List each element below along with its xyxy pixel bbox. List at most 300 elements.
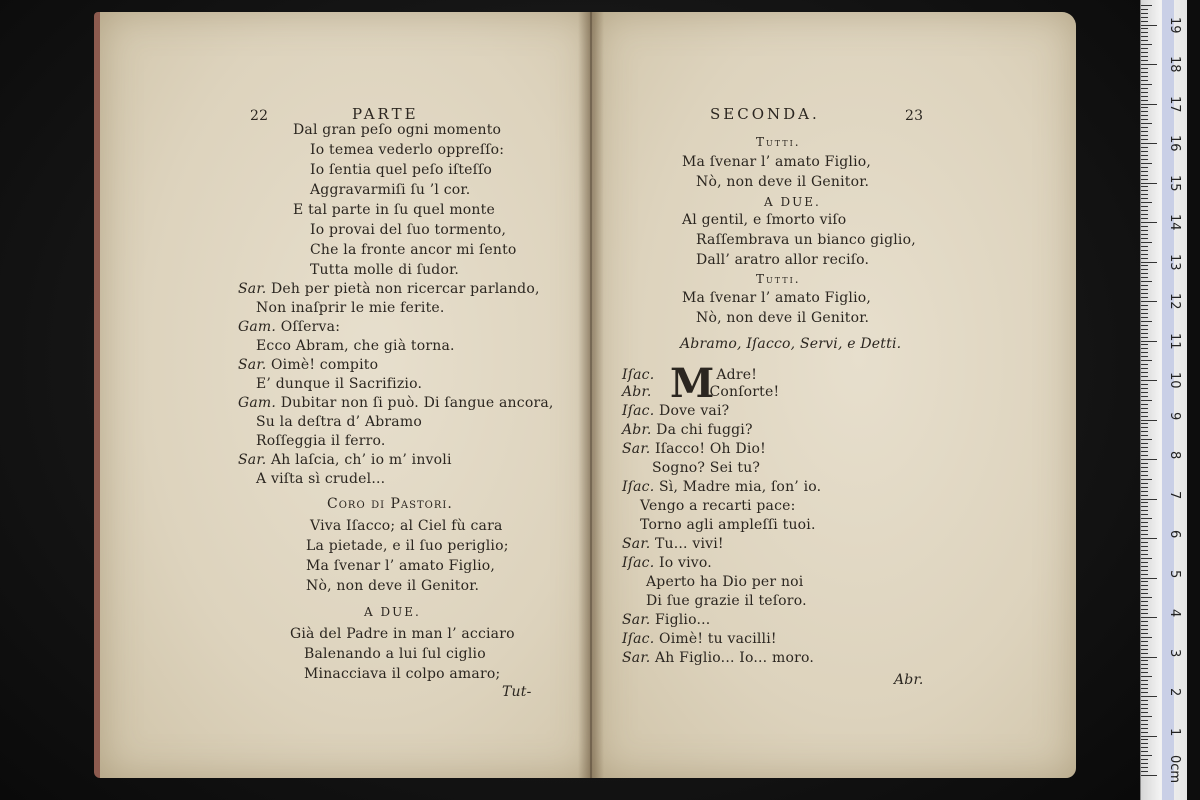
ruler-tick — [1141, 28, 1148, 29]
ruler-tick — [1141, 684, 1148, 685]
ruler-tick — [1141, 155, 1148, 156]
dialogue-text: Deh per pietà non ricercar parlando, — [271, 281, 540, 297]
ruler-tick — [1141, 60, 1148, 61]
ruler-tick — [1141, 747, 1148, 748]
right-page-header: SECONDA. — [710, 105, 820, 123]
ruler-tick — [1141, 32, 1148, 33]
ruler-number: 16 — [1167, 135, 1182, 152]
ruler-tick — [1141, 704, 1148, 705]
ruler-tick — [1141, 613, 1148, 614]
dialogue-text: Iſacco! Oh Dio! — [655, 441, 766, 457]
ruler-number: 19 — [1167, 16, 1182, 34]
ruler-tick — [1141, 388, 1148, 389]
ruler-tick — [1141, 641, 1148, 642]
ruler-tick — [1141, 455, 1148, 456]
ruler-tick — [1141, 475, 1148, 476]
ruler-tick — [1141, 131, 1148, 132]
scene-heading: Abramo, Iſacco, Servi, e Detti. — [680, 336, 902, 352]
ruler-tick — [1141, 329, 1148, 330]
right-page-number: 23 — [905, 108, 924, 124]
ruler-tick — [1141, 451, 1148, 452]
open-book — [86, 12, 1076, 782]
ruler-tick — [1141, 246, 1148, 247]
verse-line: E tal parte in ſu quel monte — [293, 202, 495, 218]
ruler-tick — [1141, 226, 1148, 227]
ruler-tick — [1141, 218, 1148, 219]
dialogue-text: Oimè! tu vacilli! — [659, 631, 777, 647]
ruler-scale-strip — [1162, 0, 1174, 800]
ruler-number: 2 — [1167, 688, 1182, 697]
ruler-tick — [1141, 9, 1148, 10]
ruler-tick — [1141, 297, 1148, 298]
dialogue-text: Figlio... — [655, 612, 711, 628]
ruler-number: 12 — [1167, 293, 1182, 310]
ruler-number: 6 — [1167, 530, 1182, 539]
book-gutter — [578, 12, 604, 778]
ruler-tick — [1141, 593, 1148, 594]
speaker-label: Sar. — [238, 357, 267, 373]
tutti-line: Ma ſvenar l’ amato Figlio, — [682, 290, 872, 306]
a-due-line: Al gentil, e ſmorto viſo — [682, 212, 847, 228]
ruler-tick — [1141, 736, 1157, 737]
ruler-tick — [1141, 186, 1148, 187]
ruler-tick — [1141, 222, 1157, 223]
ruler-tick — [1141, 333, 1148, 334]
ruler-tick — [1141, 408, 1148, 409]
speaker-label: Gam. — [238, 319, 277, 335]
ruler-tick — [1141, 499, 1157, 500]
ruler-tick — [1141, 285, 1148, 286]
ruler-tick — [1141, 427, 1148, 428]
ruler-tick — [1141, 605, 1148, 606]
dialogue-line — [622, 479, 821, 496]
ruler-tick — [1141, 763, 1148, 764]
ruler-tick — [1141, 96, 1148, 97]
speaker-label: Iſac. — [622, 367, 655, 383]
ruler-tick — [1141, 250, 1148, 251]
ruler-tick — [1141, 487, 1148, 488]
ruler-tick — [1141, 491, 1148, 492]
ruler-tick — [1141, 633, 1148, 634]
ruler-tick — [1141, 739, 1148, 740]
tutti-line: Nò, non deve il Genitor. — [696, 174, 870, 190]
ruler-tick — [1141, 775, 1157, 776]
ruler-tick — [1141, 202, 1152, 203]
ruler-tick — [1141, 265, 1148, 266]
tutti-heading: Tutti. — [756, 135, 801, 149]
ruler-number: 5 — [1167, 569, 1182, 578]
ruler-tick — [1141, 151, 1148, 152]
left-page-number: 22 — [250, 108, 269, 124]
speaker-label: Gam. — [238, 395, 277, 411]
ruler-tick — [1141, 471, 1148, 472]
ruler-tick — [1141, 159, 1148, 160]
ruler-tick — [1141, 194, 1148, 195]
dialogue-line — [622, 555, 712, 572]
ruler-tick — [1141, 526, 1148, 527]
speaker-label: Sar. — [238, 452, 267, 468]
ruler-tick — [1141, 558, 1152, 559]
ruler-tick — [1141, 518, 1152, 519]
ruler-tick — [1141, 534, 1148, 535]
ruler-tick — [1141, 692, 1148, 693]
ruler-tick — [1141, 767, 1148, 768]
ruler-number: 15 — [1167, 174, 1182, 192]
ruler-tick — [1141, 447, 1148, 448]
ruler-number: 3 — [1167, 648, 1182, 657]
ruler-tick — [1141, 771, 1148, 772]
dialogue-line — [622, 612, 710, 629]
ruler-tick — [1141, 352, 1148, 353]
ruler-tick — [1141, 653, 1148, 654]
speaker-label: Sar. — [622, 441, 651, 457]
speaker-label: Abr. — [622, 384, 652, 400]
ruler-tick — [1141, 423, 1148, 424]
verse-line: Dal gran peſo ogni momento — [293, 122, 502, 138]
ruler-tick — [1141, 364, 1148, 365]
ruler-tick — [1141, 325, 1148, 326]
ruler-tick — [1141, 64, 1157, 65]
dialogue-line — [622, 441, 766, 458]
ruler-tick — [1141, 321, 1152, 322]
ruler-tick — [1141, 100, 1148, 101]
ruler-tick — [1141, 625, 1148, 626]
ruler-tick — [1141, 728, 1148, 729]
ruler-tick — [1141, 566, 1148, 567]
ruler-tick — [1141, 700, 1148, 701]
ruler-tick — [1141, 574, 1148, 575]
dialogue-text: Oſſerva: — [280, 319, 341, 335]
ruler-tick — [1141, 56, 1148, 57]
dialogue-line — [238, 395, 554, 412]
ruler-tick — [1141, 743, 1148, 744]
ruler-tick — [1141, 356, 1148, 357]
ruler-tick — [1141, 111, 1148, 112]
ruler-tick — [1141, 724, 1148, 725]
ruler-tick — [1141, 198, 1148, 199]
speaker-label: Sar. — [622, 650, 651, 666]
coro-line: Nò, non deve il Genitor. — [306, 578, 480, 594]
coro-line: Ma ſvenar l’ amato Figlio, — [306, 558, 496, 574]
ruler-tick — [1141, 92, 1148, 93]
left-page — [94, 12, 594, 778]
speaker-label: Abr. — [622, 422, 652, 438]
ruler-tick — [1141, 143, 1157, 144]
ruler-tick — [1141, 206, 1148, 207]
a-due-heading: A DUE. — [764, 195, 821, 209]
a-due-line: Dall’ aratro allor reciſo. — [696, 252, 870, 268]
ruler-tick — [1141, 629, 1148, 630]
dialogue-text: Dubitar non ſi può. Di ſangue ancora, — [280, 395, 554, 411]
dialogue-line: Roſſeggia il ferro. — [256, 433, 386, 449]
dialogue-line — [622, 384, 779, 401]
ruler-tick — [1141, 601, 1148, 602]
dialogue-line — [238, 319, 340, 336]
speaker-label: Iſac. — [622, 631, 655, 647]
speaker-label: Iſac. — [622, 403, 655, 419]
ruler-tick — [1141, 696, 1157, 697]
ruler-tick — [1141, 672, 1148, 673]
ruler-tick — [1141, 281, 1152, 282]
ruler-tick — [1141, 344, 1148, 345]
dialogue-text: Dove vai? — [659, 403, 730, 419]
dialogue-text: Da chi fuggi? — [656, 422, 753, 438]
ruler-tick — [1141, 660, 1148, 661]
ruler-tick — [1141, 542, 1148, 543]
ruler-number: 11 — [1167, 332, 1182, 350]
a-due-line: Minacciava il colpo amaro; — [304, 666, 501, 682]
ruler-tick — [1141, 36, 1148, 37]
ruler-tick — [1141, 317, 1148, 318]
ruler-tick — [1141, 546, 1148, 547]
ruler-tick — [1141, 269, 1148, 270]
catchword: Tut- — [502, 684, 532, 700]
ruler-tick — [1141, 171, 1148, 172]
ruler-unit-label: 0cm — [1167, 755, 1182, 784]
a-due-line: Balenando a lui ſul ciglio — [304, 646, 486, 662]
ruler-tick — [1141, 167, 1148, 168]
ruler-tick — [1141, 293, 1148, 294]
dialogue-line: Non inaſprir le mie ferite. — [256, 300, 445, 316]
ruler-tick — [1141, 380, 1157, 381]
verse-line: Tutta molle di ſudor. — [310, 262, 460, 278]
ruler-tick — [1141, 510, 1148, 511]
coro-heading: Coro di Pastori. — [327, 496, 453, 512]
ruler-number: 9 — [1167, 411, 1182, 420]
ruler-tick — [1141, 664, 1148, 665]
verse-line: Io temea vederlo oppreſſo: — [310, 142, 505, 158]
dialogue-line — [238, 357, 378, 374]
ruler-tick — [1141, 759, 1148, 760]
tutti-line: Nò, non deve il Genitor. — [696, 310, 870, 326]
ruler-tick — [1141, 25, 1157, 26]
ruler-tick — [1141, 570, 1148, 571]
ruler-tick — [1141, 609, 1148, 610]
dialogue-line: Torno agli ampleſſi tuoi. — [640, 517, 816, 533]
dialogue-text: Tu... vivi! — [655, 536, 724, 552]
ruler-tick — [1141, 649, 1148, 650]
ruler-number: 7 — [1167, 490, 1182, 499]
ruler-tick — [1141, 273, 1148, 274]
ruler-tick — [1141, 313, 1148, 314]
ruler-tick — [1141, 214, 1148, 215]
ruler-tick — [1141, 732, 1148, 733]
dialogue-text: Conſorte! — [709, 384, 780, 400]
ruler-tick — [1141, 589, 1148, 590]
dialogue-line — [622, 536, 724, 553]
ruler-tick — [1141, 578, 1157, 579]
ruler-tick — [1141, 404, 1148, 405]
ruler-tick — [1141, 230, 1148, 231]
ruler-tick — [1141, 597, 1152, 598]
ruler-tick — [1141, 479, 1152, 480]
ruler-tick — [1141, 80, 1148, 81]
ruler-tick — [1141, 459, 1157, 460]
ruler-tick — [1141, 44, 1152, 45]
ruler-tick — [1141, 755, 1152, 756]
ruler-tick — [1141, 581, 1148, 582]
ruler-number: 18 — [1167, 56, 1182, 73]
verse-line: Che la fronte ancor mi ſento — [310, 242, 517, 258]
ruler-tick — [1141, 562, 1148, 563]
ruler-tick — [1141, 435, 1148, 436]
ruler-tick — [1141, 179, 1148, 180]
ruler-tick — [1141, 13, 1148, 14]
ruler-tick — [1141, 238, 1148, 239]
ruler-number: 14 — [1167, 214, 1182, 231]
dialogue-text: Sì, Madre mia, ſon’ io. — [659, 479, 822, 495]
ruler-tick — [1141, 668, 1148, 669]
a-due-heading: A DUE. — [364, 605, 421, 619]
dialogue-text: Ah Figlio... Io... moro. — [655, 650, 815, 666]
ruler-tick — [1141, 467, 1148, 468]
dialogue-line: Sogno? Sei tu? — [652, 460, 761, 476]
ruler-tick — [1141, 443, 1148, 444]
ruler-tick — [1141, 495, 1148, 496]
ruler-tick — [1141, 52, 1148, 53]
ruler-number: 4 — [1167, 609, 1182, 618]
ruler-tick — [1141, 506, 1148, 507]
ruler-number: 1 — [1167, 727, 1182, 736]
dialogue-line: Ecco Abram, che già torna. — [256, 338, 455, 354]
ruler-tick — [1141, 183, 1157, 184]
ruler-tick — [1141, 175, 1148, 176]
ruler-tick — [1141, 645, 1148, 646]
dialogue-line: Di ſue grazie il teſoro. — [646, 593, 807, 609]
ruler-tick — [1141, 400, 1152, 401]
dialogue-line — [622, 367, 757, 384]
ruler-tick — [1141, 522, 1148, 523]
ruler-tick — [1141, 680, 1148, 681]
ruler-tick — [1141, 76, 1148, 77]
ruler-tick — [1141, 17, 1148, 18]
ruler-tick — [1141, 72, 1148, 73]
ruler-tick — [1141, 676, 1152, 677]
speaker-label: Sar. — [238, 281, 267, 297]
ruler-tick — [1141, 708, 1148, 709]
speaker-label: Iſac. — [622, 555, 655, 571]
coro-line: Viva Iſacco; al Ciel fù cara — [310, 518, 503, 534]
ruler-tick — [1141, 337, 1148, 338]
ruler-tick — [1141, 68, 1148, 69]
a-due-line: Raſſembrava un bianco giglio, — [696, 232, 916, 248]
ruler-tick — [1141, 289, 1148, 290]
speaker-label: Sar. — [622, 612, 651, 628]
ruler-tick — [1141, 123, 1152, 124]
ruler-tick — [1141, 21, 1148, 22]
ruler-tick — [1141, 309, 1148, 310]
ruler-number: 17 — [1167, 95, 1182, 113]
ruler-tick — [1141, 392, 1148, 393]
ruler-tick — [1141, 751, 1148, 752]
ruler-tick — [1141, 348, 1148, 349]
ruler-tick — [1141, 368, 1148, 369]
verse-line: Io provai del ſuo tormento, — [310, 222, 507, 238]
ruler-tick — [1141, 277, 1148, 278]
ruler-tick — [1141, 104, 1157, 105]
ruler-tick — [1141, 254, 1148, 255]
ruler-number: 8 — [1167, 451, 1182, 460]
ruler-tick — [1141, 127, 1148, 128]
ruler-tick — [1141, 439, 1152, 440]
ruler-tick — [1141, 48, 1148, 49]
ruler-tick — [1141, 262, 1157, 263]
speaker-label: Sar. — [622, 536, 651, 552]
a-due-line: Già del Padre in man l’ acciaro — [290, 626, 515, 642]
ruler-tick — [1141, 396, 1148, 397]
ruler-tick — [1141, 514, 1148, 515]
ruler-tick — [1141, 190, 1148, 191]
ruler-number: 10 — [1167, 372, 1182, 389]
ruler-tick — [1141, 163, 1152, 164]
ruler-tick — [1141, 119, 1148, 120]
dialogue-text: Oimè! compito — [271, 357, 379, 373]
catchword: Abr. — [894, 672, 924, 688]
ruler-tick — [1141, 483, 1148, 484]
dialogue-line — [622, 631, 777, 648]
ruler-tick — [1141, 305, 1148, 306]
dialogue-line: A viſta sì crudel... — [256, 471, 386, 487]
dialogue-line — [238, 281, 540, 298]
ruler-tick — [1141, 242, 1152, 243]
ruler-tick — [1141, 234, 1148, 235]
ruler-tick — [1141, 416, 1148, 417]
ruler-tick — [1141, 420, 1157, 421]
speaker-label: Iſac. — [622, 479, 655, 495]
ruler-tick — [1141, 550, 1148, 551]
ruler-tick — [1141, 258, 1148, 259]
ruler-tick — [1141, 554, 1148, 555]
dialogue-line: Aperto ha Dio per noi — [646, 574, 804, 590]
ruler-tick — [1141, 88, 1148, 89]
ruler-tick — [1141, 412, 1148, 413]
verse-line: Io ſentia quel peſo iſteſſo — [310, 162, 493, 178]
ruler-tick — [1141, 372, 1148, 373]
dialogue-text: Ah laſcia, ch’ io m’ involi — [271, 452, 452, 468]
ruler-tick — [1141, 5, 1152, 6]
ruler-tick — [1141, 716, 1152, 717]
dialogue-text: Io vivo. — [659, 555, 712, 571]
ruler-tick — [1141, 384, 1148, 385]
dialogue-line: E’ dunque il Sacrifizio. — [256, 376, 423, 392]
drop-cap: M — [670, 360, 715, 407]
ruler-tick — [1141, 115, 1148, 116]
ruler-tick — [1141, 538, 1157, 539]
ruler-tick — [1141, 502, 1148, 503]
ruler-tick — [1141, 360, 1152, 361]
ruler-tick — [1141, 688, 1148, 689]
ruler-tick — [1141, 530, 1148, 531]
dialogue-line: Vengo a recarti pace: — [640, 498, 796, 514]
left-page-header: PARTE — [352, 105, 419, 123]
ruler-tick — [1141, 657, 1157, 658]
dialogue-line: Su la deſtra d’ Abramo — [256, 414, 422, 430]
dialogue-line — [238, 452, 452, 469]
ruler-tick — [1141, 637, 1152, 638]
ruler-tick — [1141, 431, 1148, 432]
ruler-tick — [1141, 463, 1148, 464]
dialogue-line — [622, 403, 729, 420]
dialogue-line — [622, 650, 814, 667]
ruler-tick — [1141, 301, 1157, 302]
ruler-tick — [1141, 135, 1148, 136]
ruler-tick — [1141, 712, 1148, 713]
ruler-tick — [1141, 341, 1157, 342]
dialogue-text: Adre! — [716, 367, 758, 383]
verse-line: Aggravarmiſi ſu ’l cor. — [310, 182, 471, 198]
ruler-tick — [1141, 585, 1148, 586]
tutti-line: Ma ſvenar l’ amato Figlio, — [682, 154, 872, 170]
